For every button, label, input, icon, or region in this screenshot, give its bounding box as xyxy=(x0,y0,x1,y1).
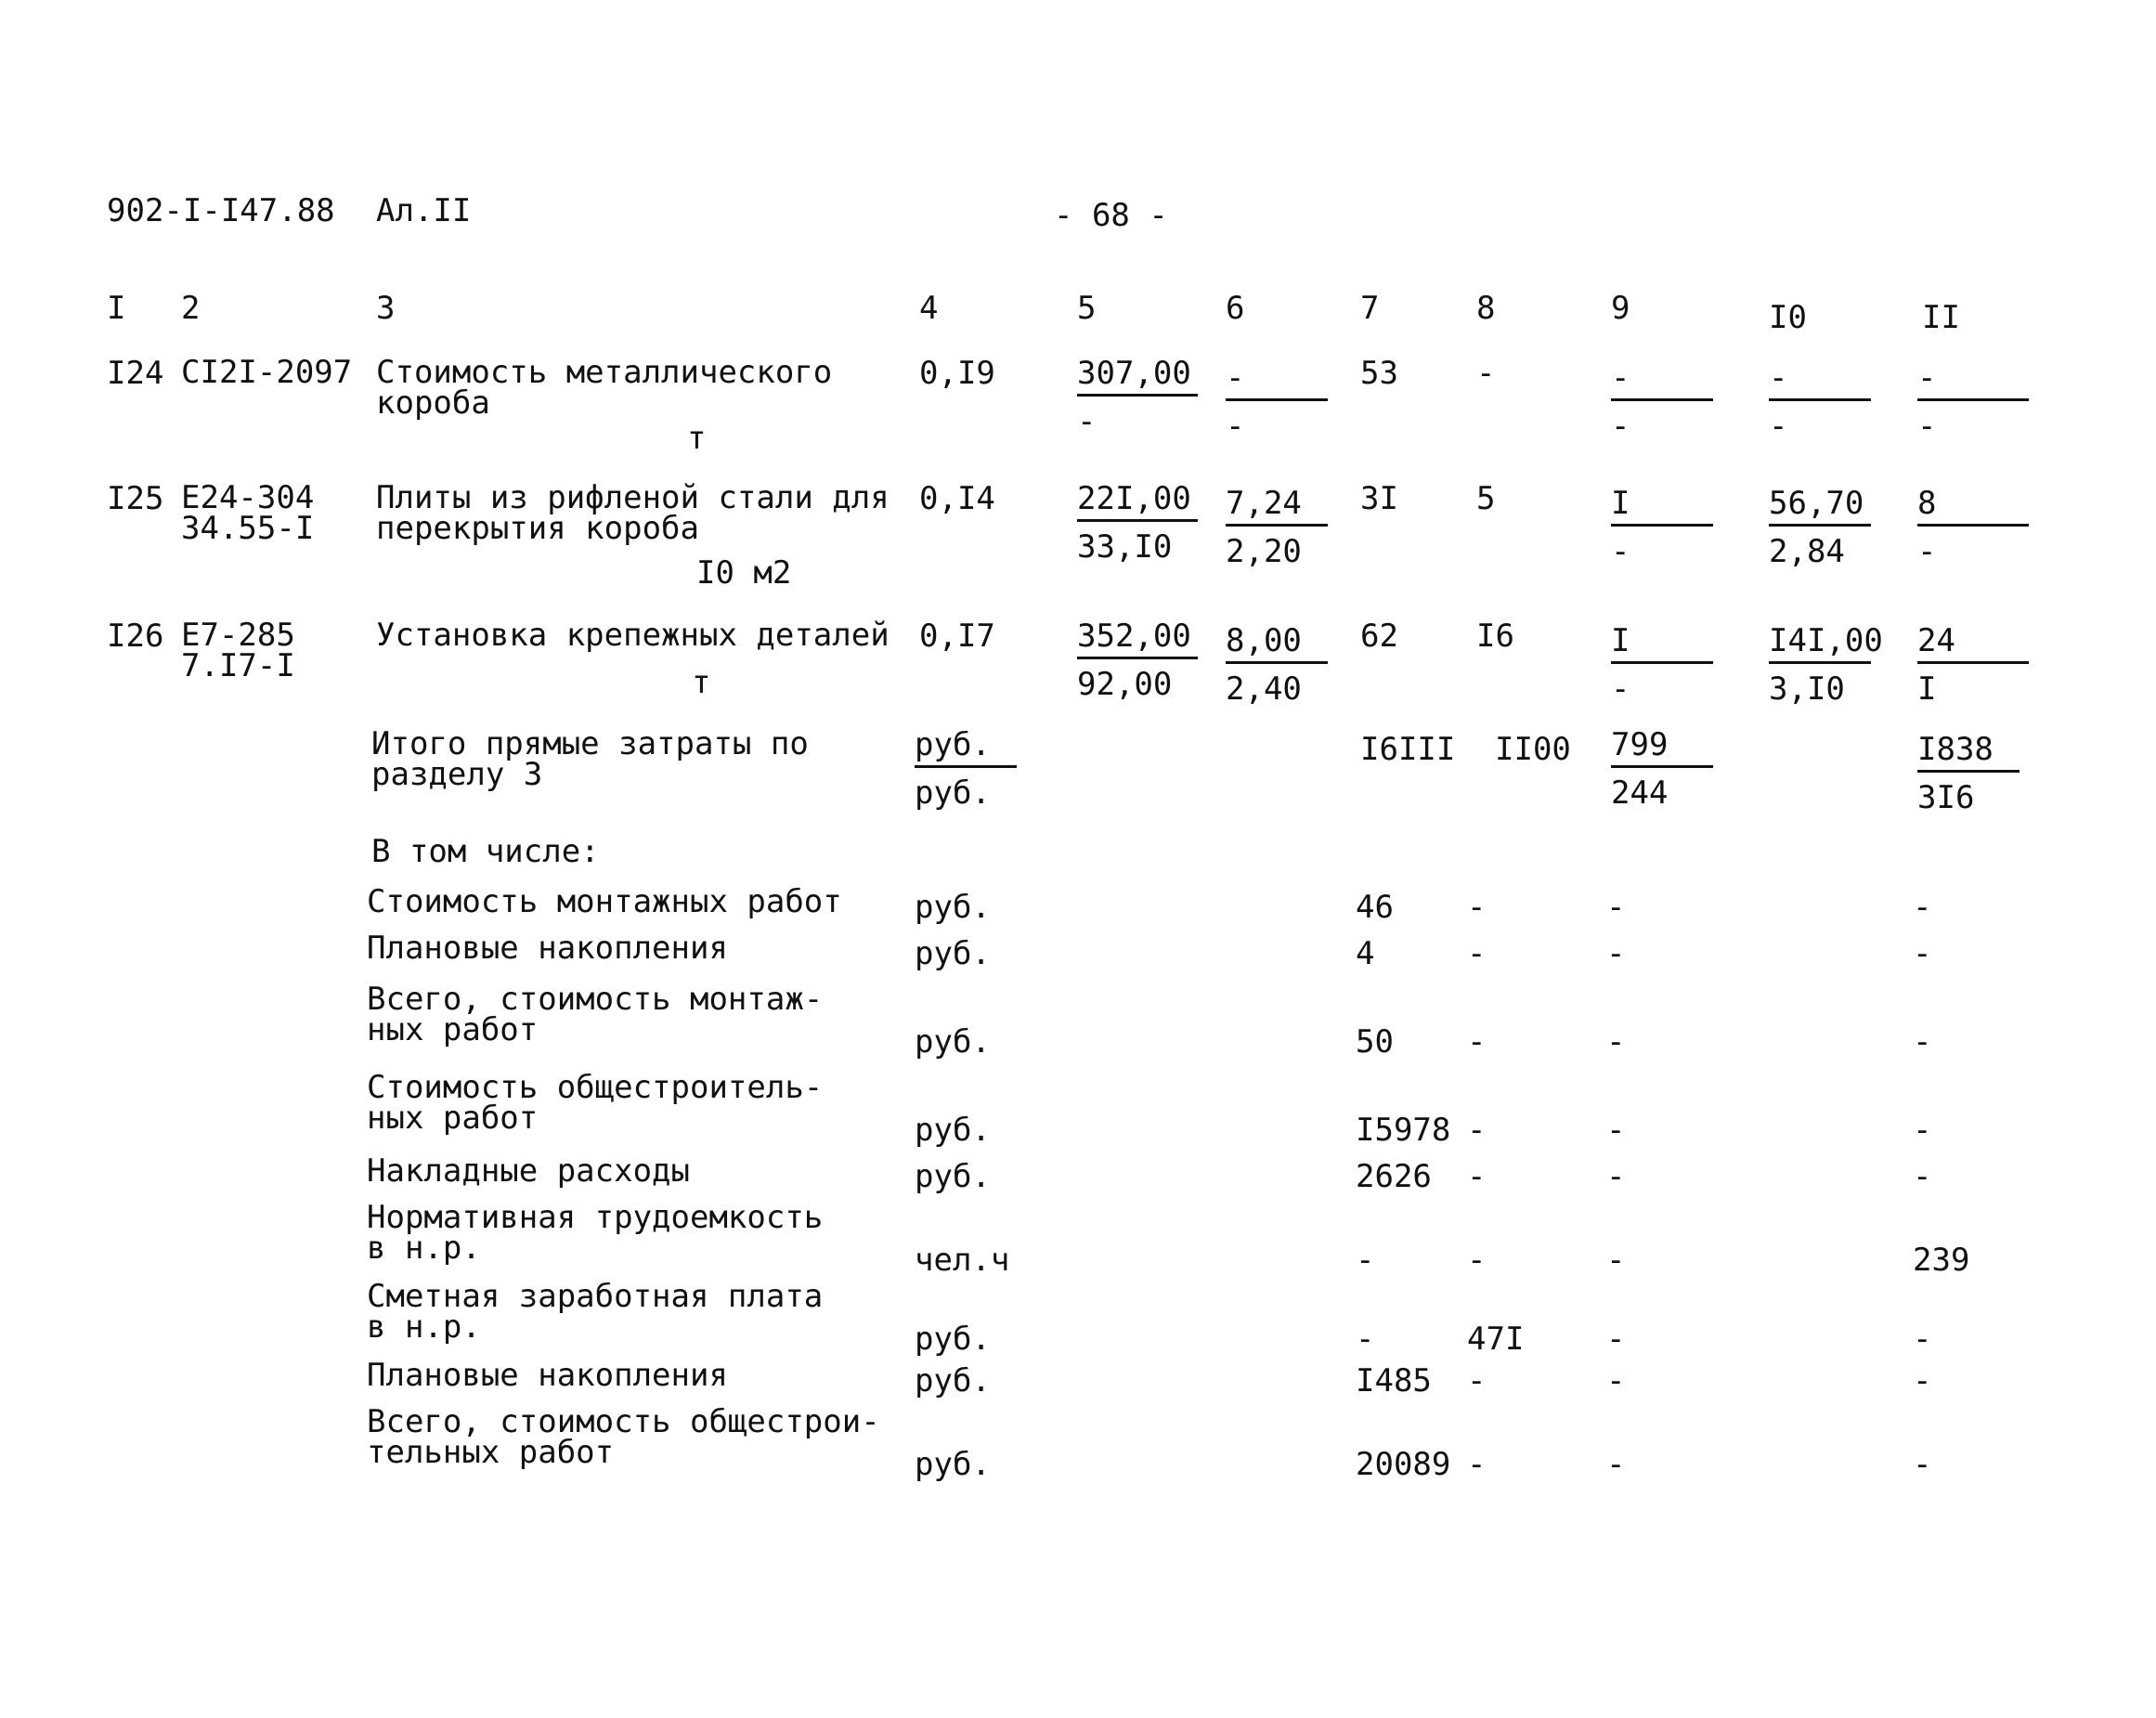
unit-cost-col5 xyxy=(1077,618,1198,703)
column-number: 5 xyxy=(1077,290,1097,327)
summary-unit: руб. xyxy=(915,1321,991,1358)
work-unit: т xyxy=(687,420,707,457)
summary-c8: - xyxy=(1467,1158,1487,1195)
summary-c9: - xyxy=(1606,1446,1626,1483)
column-number: 6 xyxy=(1226,290,1245,327)
summary-label: Плановые накопления xyxy=(367,930,728,967)
cost-col11 xyxy=(1917,622,2029,708)
summary-unit: чел.ч xyxy=(915,1242,1010,1279)
summary-unit: руб. xyxy=(915,1158,991,1195)
column-number: I0 xyxy=(1769,299,1807,336)
summary-c8: - xyxy=(1467,1362,1487,1399)
row-number: I26 xyxy=(107,618,164,655)
summary-c9: - xyxy=(1606,1242,1626,1279)
quantity: 0,I9 xyxy=(919,355,995,392)
summary-c7: 2626 xyxy=(1356,1158,1432,1195)
quantity: 0,I4 xyxy=(919,480,995,517)
unit-cost-col6 xyxy=(1226,359,1328,445)
summary-c8: - xyxy=(1467,1112,1487,1149)
summary-c7: 46 xyxy=(1356,889,1394,926)
summary-c11: - xyxy=(1913,1362,1932,1399)
summary-c9: - xyxy=(1606,889,1626,926)
unit-cost-col6-bottom: 2,40 xyxy=(1226,670,1302,708)
summary-c7: 50 xyxy=(1356,1023,1394,1061)
cost-col10-bottom: 3,I0 xyxy=(1769,670,1845,708)
cost-col7: 3I xyxy=(1360,480,1398,517)
unit-cost-col6-top: 8,00 xyxy=(1226,625,1328,664)
total-unit-top: руб. xyxy=(915,729,1017,768)
quantity: 0,I7 xyxy=(919,618,995,655)
summary-label: Нормативная трудоемкость в н.р. xyxy=(367,1199,824,1268)
summary-c9: - xyxy=(1606,1158,1626,1195)
summary-label: Стоимость монтажных работ xyxy=(367,883,842,920)
cost-col10-top: - xyxy=(1769,362,1871,401)
cost-col9-bottom: - xyxy=(1611,408,1630,445)
summary-c7: I5978 xyxy=(1356,1112,1451,1149)
cost-col9 xyxy=(1611,622,1713,708)
unit-cost-col5-bottom: 33,I0 xyxy=(1077,528,1173,566)
total-col9-top: 799 xyxy=(1611,729,1713,768)
cost-col10 xyxy=(1769,359,1871,445)
column-number: 9 xyxy=(1611,290,1630,327)
summary-label: Стоимость общестроитель- ных работ xyxy=(367,1069,824,1138)
column-number: I xyxy=(107,290,126,327)
cost-col9-top: I xyxy=(1611,625,1713,664)
summary-label: Накладные расходы xyxy=(367,1152,690,1190)
cost-col8: 5 xyxy=(1476,480,1496,517)
cost-col11 xyxy=(1917,485,2029,570)
summary-c8: - xyxy=(1467,889,1487,926)
column-number: 3 xyxy=(376,290,396,327)
summary-c9: - xyxy=(1606,1023,1626,1061)
summary-c9: - xyxy=(1606,1321,1626,1358)
total-col11-bottom: 3I6 xyxy=(1917,779,1975,816)
column-number: 2 xyxy=(181,290,201,327)
cost-col11-top: 8 xyxy=(1917,488,2029,527)
unit-cost-col6 xyxy=(1226,622,1328,708)
unit-cost-col5-top: 307,00 xyxy=(1077,358,1198,397)
summary-c11: - xyxy=(1913,1321,1932,1358)
price-code: E7-285 7.I7-I xyxy=(181,617,295,685)
unit-cost-col6-top: 7,24 xyxy=(1226,488,1328,527)
summary-label: Плановые накопления xyxy=(367,1357,728,1394)
summary-unit: руб. xyxy=(915,1446,991,1483)
cost-col11-bottom: I xyxy=(1917,670,1937,708)
summary-label: Всего, стоимость общестрои- тельных работ xyxy=(367,1403,880,1472)
cost-col11-bottom: - xyxy=(1917,533,1937,570)
work-name: Стоимость металлического короба xyxy=(376,354,833,423)
album-number: Ал.II xyxy=(376,192,472,229)
unit-cost-col5-top: 22I,00 xyxy=(1077,483,1198,522)
column-number: II xyxy=(1922,299,1960,336)
unit-cost-col5-bottom: - xyxy=(1077,403,1097,440)
unit-cost-col5 xyxy=(1077,355,1198,440)
unit-cost-col6 xyxy=(1226,485,1328,570)
total-label: Итого прямые затраты по разделу 3 xyxy=(371,725,809,794)
summary-c8: - xyxy=(1467,1446,1487,1483)
cost-col9-top: I xyxy=(1611,488,1713,527)
cost-col10-bottom: 2,84 xyxy=(1769,533,1845,570)
summary-c7: - xyxy=(1356,1242,1375,1279)
column-number: 4 xyxy=(919,290,939,327)
including-label: В том числе: xyxy=(371,833,600,870)
summary-c7: 4 xyxy=(1356,935,1375,972)
cost-col10-top: 56,70 xyxy=(1769,488,1871,527)
page-number: - 68 - xyxy=(1054,197,1168,234)
cost-col10 xyxy=(1769,485,1871,570)
summary-c8: 47I xyxy=(1467,1321,1525,1358)
cost-col9 xyxy=(1611,359,1713,445)
total-col11-top: I838 xyxy=(1917,734,2020,773)
total-unit xyxy=(915,726,1017,812)
cost-col7: 62 xyxy=(1360,618,1398,655)
summary-c11: - xyxy=(1913,1112,1932,1149)
row-number: I25 xyxy=(107,480,164,517)
summary-c11: 239 xyxy=(1913,1242,1970,1279)
summary-unit: руб. xyxy=(915,1112,991,1149)
cost-col11-top: 24 xyxy=(1917,625,2029,664)
work-name: Плиты из рифленой стали для перекрытия короба xyxy=(376,479,890,548)
unit-cost-col5 xyxy=(1077,480,1198,566)
work-name: Установка крепежных деталей xyxy=(376,617,890,654)
summary-label: Всего, стоимость монтаж- ных работ xyxy=(367,981,824,1049)
summary-c7: - xyxy=(1356,1321,1375,1358)
cost-col11-bottom: - xyxy=(1917,408,1937,445)
summary-c11: - xyxy=(1913,1023,1932,1061)
unit-cost-col6-bottom: - xyxy=(1226,408,1245,445)
cost-col10-bottom: - xyxy=(1769,408,1788,445)
summary-unit: руб. xyxy=(915,1362,991,1399)
summary-c9: - xyxy=(1606,1362,1626,1399)
summary-c8: - xyxy=(1467,1023,1487,1061)
total-col7: I6III xyxy=(1360,731,1456,768)
cost-col10-top: I4I,00 xyxy=(1769,625,1871,664)
summary-unit: руб. xyxy=(915,889,991,926)
total-col11 xyxy=(1917,731,2020,816)
column-number: 8 xyxy=(1476,290,1496,327)
summary-c11: - xyxy=(1913,1446,1932,1483)
column-number: 7 xyxy=(1360,290,1380,327)
unit-cost-col5-top: 352,00 xyxy=(1077,620,1198,659)
total-col9 xyxy=(1611,726,1713,812)
price-code: E24-304 34.55-I xyxy=(181,479,315,548)
summary-c9: - xyxy=(1606,935,1626,972)
cost-col9-top: - xyxy=(1611,362,1713,401)
summary-unit: руб. xyxy=(915,935,991,972)
document-code: 902-I-I47.88 xyxy=(107,192,335,229)
cost-col11-top: - xyxy=(1917,362,2029,401)
total-col9-bottom: 244 xyxy=(1611,774,1669,812)
work-unit: I0 м2 xyxy=(696,554,792,592)
summary-c11: - xyxy=(1913,935,1932,972)
unit-cost-col5-bottom: 92,00 xyxy=(1077,666,1173,703)
cost-col10 xyxy=(1769,622,1883,708)
cost-col9-bottom: - xyxy=(1611,533,1630,570)
unit-cost-col6-bottom: 2,20 xyxy=(1226,533,1302,570)
row-number: I24 xyxy=(107,355,164,392)
cost-col7: 53 xyxy=(1360,355,1398,392)
unit-cost-col6-top: - xyxy=(1226,362,1328,401)
summary-unit: руб. xyxy=(915,1023,991,1061)
cost-col11 xyxy=(1917,359,2029,445)
total-col8: II00 xyxy=(1495,731,1571,768)
cost-col9-bottom: - xyxy=(1611,670,1630,708)
summary-c8: - xyxy=(1467,1242,1487,1279)
summary-c11: - xyxy=(1913,1158,1932,1195)
summary-c9: - xyxy=(1606,1112,1626,1149)
cost-col8: I6 xyxy=(1476,618,1514,655)
summary-c7: I485 xyxy=(1356,1362,1432,1399)
summary-c8: - xyxy=(1467,935,1487,972)
total-unit-bottom: руб. xyxy=(915,774,991,812)
work-unit: т xyxy=(692,664,711,701)
summary-c7: 20089 xyxy=(1356,1446,1451,1483)
cost-col9 xyxy=(1611,485,1713,570)
summary-label: Сметная заработная плата в н.р. xyxy=(367,1278,824,1347)
summary-c11: - xyxy=(1913,889,1932,926)
cost-col8: - xyxy=(1476,355,1496,392)
price-code: CI2I-2097 xyxy=(181,354,353,391)
